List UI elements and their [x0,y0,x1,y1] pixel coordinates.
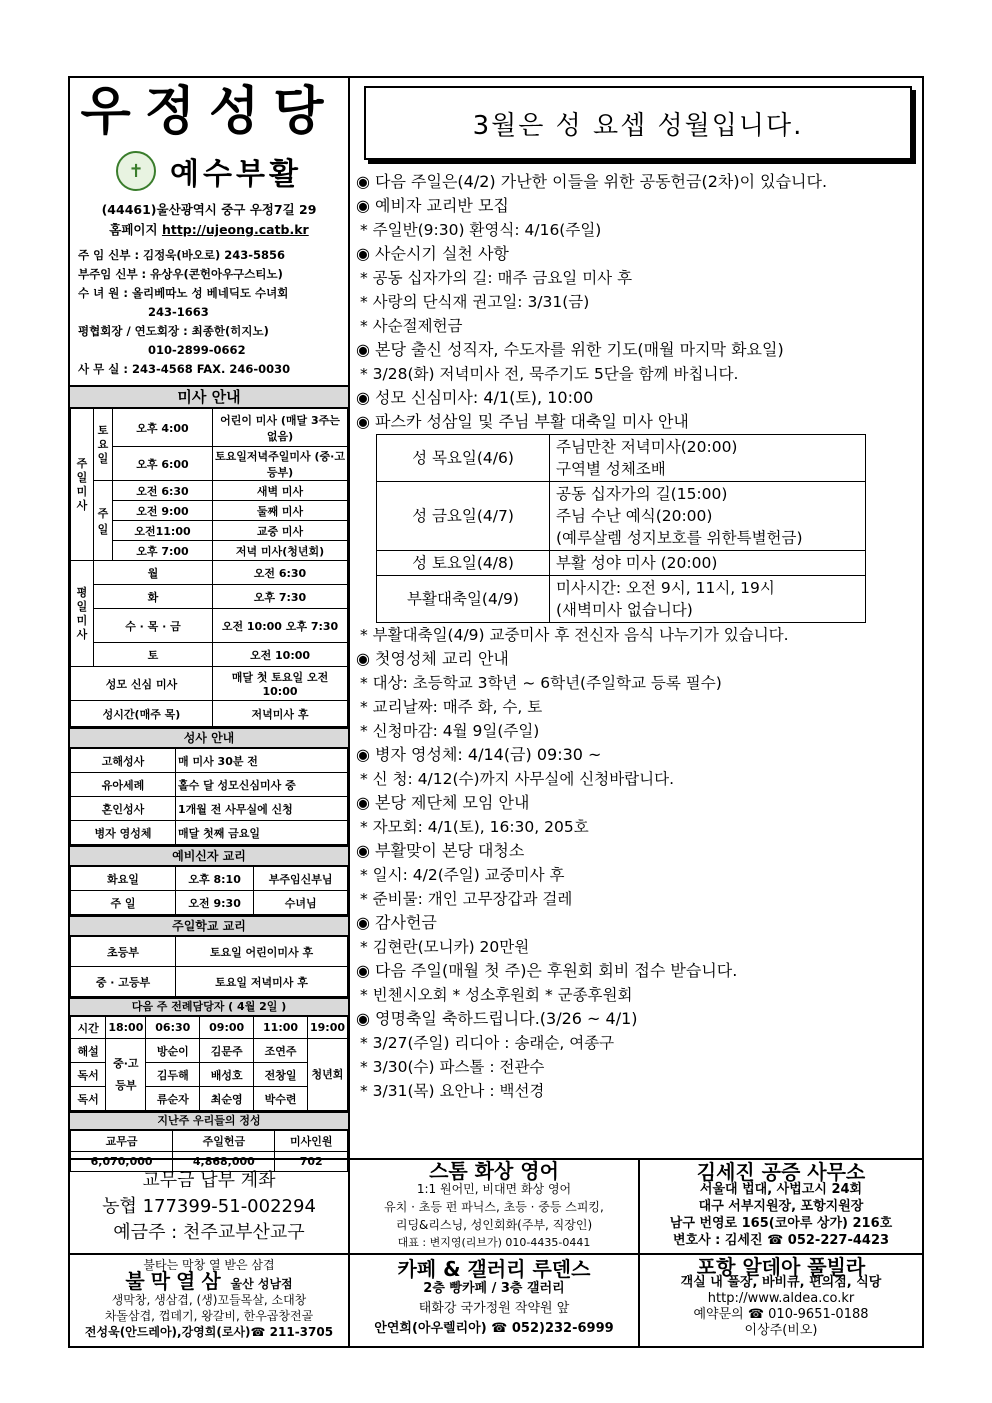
parish-name: 우정성당 [80,82,338,142]
easter-line: 부활 성야 미사 (20:00) [556,554,718,572]
bulletin-page [68,76,924,1348]
notice-item: * 교리날짜: 매주 화, 수, 토 [360,698,543,716]
logo-row [70,148,348,194]
easter-table [376,434,866,623]
sacrament-desc: 1개월 전 사무실에 신청 [176,797,348,821]
offering-header: 미사인원 [275,1131,348,1152]
lawyer-line: 서울대 법대, 사법고시 24회 [699,1182,863,1197]
notice-heading: ◉ 첫영성체 교리 안내 [356,649,509,668]
weekday-day: 화 [94,585,213,609]
mass-time: 오후 7:00 [113,541,213,561]
easter-line: (예루살렘 성지보호를 위한특별헌금) [556,529,803,547]
notice-item: * 신청마감: 4월 9일(주일) [360,722,540,740]
staff-line: 수 녀 원 : 올리베따노 성 베네딕도 수녀회 [78,286,289,300]
notice-item: * 신 청: 4/12(수)까지 사무실에 신청바랍니다. [360,770,675,788]
adoration-label: 성시간(매주 목) [71,701,213,727]
notice-heading: ◉ 다음 주일(매월 첫 주)은 후원회 회비 접수 받습니다. [356,961,738,980]
staff-line: 사 무 실 : 243-4568 FAX. 246-0030 [78,362,291,376]
ad-villa [640,1255,922,1348]
staff-list [70,246,348,379]
minister-name: 조연주 [254,1039,308,1063]
weekday-day: 월 [94,561,213,585]
notice-item: * 3/31(목) 요안나 : 백선경 [360,1082,545,1100]
ministers-title: 다음 주 전례담당자 ( 4월 2일 ) [70,997,348,1016]
minister-role: 독서 [71,1087,106,1111]
weekday-day: 토 [94,643,213,667]
weekday-time: 오전 6:30 [213,561,348,585]
account-holder: 예금주 : 천주교부산교구 [113,1222,305,1243]
catechumen-day: 화요일 [71,867,176,891]
lawyer-line: 대구 서부지원장, 포항지원장 [698,1199,864,1214]
mass-table [70,408,348,727]
notice-item: * 김현란(모니카) 20만원 [360,938,530,956]
notice-heading: ◉ 다음 주일은(4/2) 가난한 이들을 위한 공동헌금(2차)이 있습니다. [356,172,828,191]
offering-value: 6,070,000 [71,1152,173,1172]
offering-header: 주일헌금 [173,1131,275,1152]
school-time: 토요일 어린이미사 후 [176,937,348,967]
english-line: 1:1 원어민, 비대면 화상 영어 [416,1182,572,1196]
notice-heading: ◉ 예비자 교리반 모집 [356,196,509,215]
villa-line: 객실 내 풀장, 바비큐, 편의점, 식당 [680,1275,882,1290]
notice-item: * 3/30(수) 파스톨 : 전관수 [360,1058,545,1076]
sunday-mass-label: 주일미사 [71,409,94,561]
easter-day: 성 목요일(4/6) [377,435,550,482]
banner: 3월은 성 요셉 성월입니다. [364,86,912,160]
catechumen-who: 부주임신부님 [254,867,348,891]
ministers-header: 09:00 [200,1017,254,1039]
homepage-label: 홈페이지 [109,222,158,237]
sacrament-name: 혼인성사 [71,797,176,821]
mass-desc: 둘째 미사 [213,501,348,521]
easter-day: 성 금요일(4/7) [377,482,550,551]
catechumen-who: 수녀님 [254,891,348,915]
sunday-school-title: 주일학교 교리 [70,915,348,936]
ministers-header: 시간 [71,1017,106,1039]
catechumen-day: 주 일 [71,891,176,915]
school-group: 초등부 [71,937,176,967]
notice-item: * 공동 십자가의 길: 매주 금요일 미사 후 [360,269,633,287]
notice-heading: ◉ 파스카 성삼일 및 주님 부활 대축일 미사 안내 [356,412,689,431]
sacraments-table [70,748,348,845]
saturday-label: 토요일 [94,409,113,481]
notice-item: * 자모회: 4/1(토), 16:30, 205호 [360,818,589,836]
homepage-line [70,220,348,240]
catechumen-time: 오전 9:30 [176,891,254,915]
easter-line: 주님만찬 저녁미사(20:00) [556,438,738,456]
easter-line: (새벽미사 없습니다) [556,601,693,619]
notice-item: * 3/27(주일) 리디아 : 송래순, 여종구 [360,1034,615,1052]
villa-owner: 이상주(비오) [744,1323,818,1338]
staff-line: 243-1663 [148,305,209,319]
bbq-line: 차돌삼겹, 껍데기, 왕갈비, 한우곱창전골 [104,1309,314,1323]
staff-line: 010-2899-0662 [148,343,246,357]
staff-line: 평협회장 / 연도회장 : 최종한(히지노) [78,324,269,338]
mary-mass-label: 성모 신심 미사 [71,667,213,701]
notice-item: * 빈첸시오회 * 성소후원회 * 군종후원회 [360,986,633,1004]
offering-title: 지난주 우리들의 정성 [70,1111,348,1130]
ministers-header: 11:00 [254,1017,308,1039]
minister-1800: 중·고등부 [106,1039,146,1111]
bbq-tag: 불타는 막창 열 받은 삼겹 [143,1258,275,1272]
bbq-line: 생막창, 생삼겹, (생)꼬들목살, 소대창 [111,1293,307,1307]
notice-item: * 주일반(9:30) 환영식: 4/16(주일) [360,221,602,239]
ad-english [350,1160,640,1255]
ministers-header: 19:00 [307,1017,347,1039]
lawyer-contact: 변호사 : 김세진 ☎ 052-227-4423 [672,1233,890,1248]
cafe-line: 2층 빵카페 / 3층 갤러리 [423,1281,565,1296]
sacrament-desc: 매달 첫째 금요일 [176,821,348,845]
ministers-table [70,1016,348,1111]
sacraments-title: 성사 안내 [70,727,348,748]
ministers-header: 18:00 [106,1017,146,1039]
mass-desc: 새벽 미사 [213,481,348,501]
easter-line: 공동 십자가의 길(15:00) [556,485,728,503]
left-column [70,78,350,1168]
sacrament-name: 고해성사 [71,749,176,773]
easter-line: 미사시간: 오전 9시, 11시, 19시 [556,579,775,597]
notice-heading: ◉ 성모 신심미사: 4/1(토), 10:00 [356,388,594,407]
cafe-title: 카페 & 갤러리 루덴스 [397,1257,591,1281]
english-contact: 대표 : 변지영(리브가) 010-4435-0441 [397,1236,591,1249]
minister-1900: 청년회 [307,1039,347,1111]
minister-name: 박수련 [254,1087,308,1111]
account-title: 교무금 납부 계좌 [142,1170,276,1191]
cafe-line: 태화강 국가정원 작약원 앞 [418,1301,570,1316]
mass-time: 오후 4:00 [113,409,213,447]
easter-line: 구역별 성체조배 [556,460,666,478]
cafe-contact: 안연희(아우렐리아) ☎ 052)232-6999 [374,1321,614,1336]
address-block [70,200,348,240]
notice-heading: ◉ 영명축일 축하드립니다.(3/26 ~ 4/1) [356,1009,638,1028]
notice-item: * 준비물: 개인 고무장갑과 걸레 [360,890,573,908]
notice-heading: ◉ 병자 영성체: 4/14(금) 09:30 ~ [356,745,602,764]
easter-day: 부활대축일(4/9) [377,576,550,623]
notice-heading: ◉ 감사헌금 [356,913,437,932]
weekday-time: 오전 10:00 [213,643,348,667]
villa-contact: 예약문의 ☎ 010-9651-0188 [693,1307,869,1322]
easter-day: 성 토요일(4/8) [377,551,550,576]
weekday-time: 오후 7:30 [213,585,348,609]
notice-item: * 사순절제헌금 [360,317,463,335]
english-title: 스톰 화상 영어 [429,1160,559,1183]
sacrament-name: 병자 영성체 [71,821,176,845]
mass-desc: 토요일저녁주일미사 (중·고등부) [213,447,348,481]
minister-name: 김두해 [146,1063,200,1087]
minister-name: 전창일 [254,1063,308,1087]
staff-line: 주 임 신부 : 김정욱(바오로) 243-5856 [78,248,286,262]
sacrament-name: 유아세례 [71,773,176,797]
mass-desc: 저녁 미사(청년회) [213,541,348,561]
easter-line: 주님 수난 예식(20:00) [556,507,713,525]
mass-time: 오전11:00 [113,521,213,541]
ads-area [70,1158,922,1350]
ministers-header: 06:30 [146,1017,200,1039]
mass-desc: 어린이 미사 (매달 3주는 없음) [213,409,348,447]
lawyer-line: 남구 번영로 165(코아루 상가) 216호 [669,1216,893,1231]
sacrament-desc: 홀수 달 성모신심미사 중 [176,773,348,797]
right-column [350,78,922,1158]
address: (44461)울산광역시 중구 우정7길 29 [101,202,317,217]
ad-bbq [70,1255,350,1348]
mass-section-title: 미사 안내 [70,385,348,408]
notice-item: * 일시: 4/2(주일) 교중미사 후 [360,866,565,884]
mass-time: 오전 9:00 [113,501,213,521]
notice-item: * 부활대축일(4/9) 교중미사 후 전신자 음식 나누기가 있습니다. [360,626,789,644]
minister-role: 해설 [71,1039,106,1063]
notice-item: * 대상: 초등학교 3학년 ~ 6학년(주일학교 등록 필수) [360,674,722,692]
sacrament-desc: 매 미사 30분 전 [176,749,348,773]
parish-logo-icon: ✝ [116,151,156,191]
logo-text: 예수부활 [170,157,302,192]
english-line: 리딩&리스닝, 성인회화(주부, 직장인) [395,1218,593,1232]
account-number: 농협 177399-51-002294 [102,1196,316,1217]
bbq-title: 불막열삼 [125,1269,227,1293]
adoration-time: 저녁미사 후 [213,701,348,727]
mass-desc: 교중 미사 [213,521,348,541]
villa-url[interactable]: http://www.aldea.co.kr [707,1291,855,1306]
weekday-time: 오전 10:00 오후 7:30 [213,609,348,643]
mary-mass-time: 매달 첫 토요일 오전 10:00 [213,667,348,701]
offering-header: 교무금 [71,1131,173,1152]
notice-item: * 사랑의 단식재 권고일: 3/31(금) [360,293,590,311]
staff-line: 부주임 신부 : 유상우(콘헌아우구스티노) [78,267,283,281]
notice-list [350,170,922,1103]
ad-lawyer [640,1160,922,1255]
notice-item: * 3/28(화) 저녁미사 전, 묵주기도 5단을 함께 바칩니다. [360,365,739,383]
weekday-day: 수 · 목 · 금 [94,609,213,643]
minister-name: 류순자 [146,1087,200,1111]
minister-name: 배성호 [200,1063,254,1087]
minister-name: 방순이 [146,1039,200,1063]
bbq-branch: 울산 성남점 [230,1277,293,1291]
mass-time: 오후 6:00 [113,447,213,481]
sunday-school-table [70,936,348,997]
english-line: 유치 · 초등 펀 파닉스, 초등 · 중등 스피킹, [384,1200,604,1214]
villa-title: 포항 알데아 풀빌라 [696,1255,866,1279]
sunday-day-label: 주일 [94,481,113,561]
school-group: 중 · 고등부 [71,967,176,997]
ad-account [70,1160,350,1255]
notice-heading: ◉ 사순시기 실천 사항 [356,244,509,263]
notice-heading: ◉ 부활맞이 본당 대청소 [356,841,525,860]
bbq-contact: 전성욱(안드레아),강영희(로사)☎ 211-3705 [84,1325,334,1339]
minister-role: 독서 [71,1063,106,1087]
catechumen-title: 예비신자 교리 [70,845,348,866]
weekday-mass-label: 평일미사 [71,561,94,667]
notice-heading: ◉ 본당 제단체 모임 안내 [356,793,530,812]
school-time: 토요일 저녁미사 후 [176,967,348,997]
mass-time: 오전 6:30 [113,481,213,501]
offering-value: 4,868,000 [173,1152,275,1172]
minister-name: 최순영 [200,1087,254,1111]
homepage-link[interactable]: http://ujeong.catb.kr [161,222,309,237]
catechumen-table [70,866,348,915]
catechumen-time: 오후 8:10 [176,867,254,891]
lawyer-title: 김세진 공증 사무소 [696,1160,866,1184]
ad-cafe [350,1255,640,1348]
offering-value: 702 [275,1152,348,1172]
notice-heading: ◉ 본당 출신 성직자, 수도자를 위한 기도(매월 마지막 화요일) [356,340,784,359]
minister-name: 김문주 [200,1039,254,1063]
